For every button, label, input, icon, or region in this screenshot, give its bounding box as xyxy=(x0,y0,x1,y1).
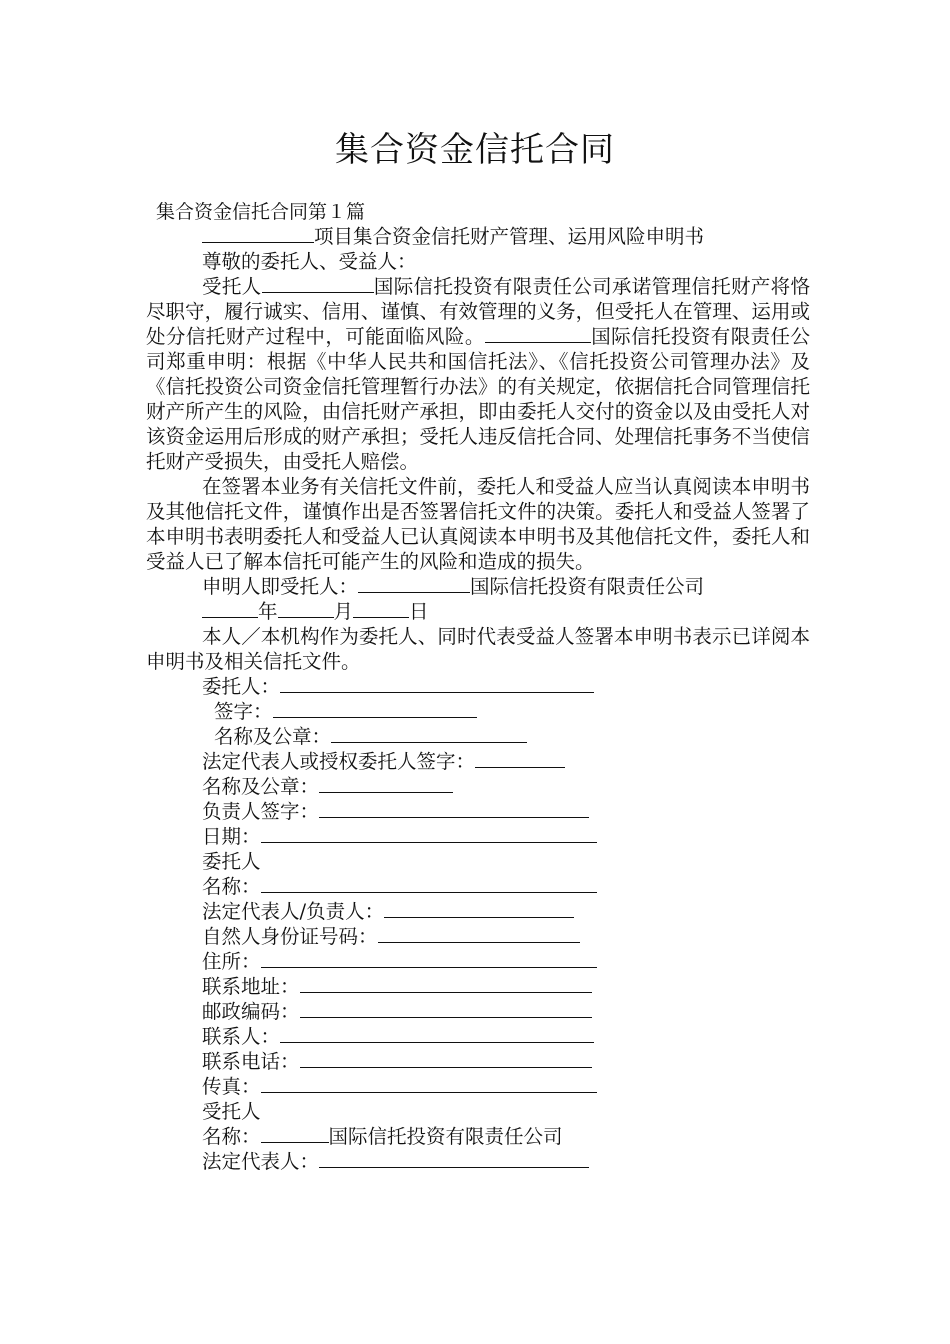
blank-line xyxy=(353,600,409,618)
trustor-id-no: 自然人身份证号码： xyxy=(146,924,810,949)
blank-line xyxy=(300,1050,592,1068)
blank-line xyxy=(261,950,597,968)
paragraph-3: 本人／本机构作为委托人、同时代表受益人签署本申明书表示已详阅本申明书及相关信托文件。 xyxy=(146,625,810,673)
blank-line xyxy=(384,900,574,918)
signature-legal-rep: 法定代表人或授权委托人签字： xyxy=(146,749,810,774)
trustee-legal-rep: 法定代表人： xyxy=(146,1149,810,1174)
paragraph-2: 在签署本业务有关信托文件前，委托人和受益人应当认真阅读本申明书及其他信托文件，谨慎作出是否签署信托文件的决策。委托人和受益人签署了本申明书表明委托人和受益人已认真阅读本申明书及其他信托文件，委托人和受益人已了解本信托可能产生的风险和造成的损失。 xyxy=(146,475,810,573)
trustor-postcode: 邮政编码： xyxy=(146,999,810,1024)
document-body xyxy=(146,224,810,1174)
blank-line xyxy=(378,925,580,943)
declarant-line: 申明人即受托人： 国际信托投资有限责任公司 xyxy=(202,575,705,598)
trustor-name: 名称： xyxy=(146,874,810,899)
blank-line xyxy=(278,600,334,618)
section-heading: 集合资金信托合同第１篇 xyxy=(156,201,366,223)
date-line: 年 月 日 xyxy=(146,599,810,624)
blank-line xyxy=(475,750,565,768)
blank-line xyxy=(300,1000,592,1018)
statement-title: 项目集合资金信托财产管理、运用风险申明书 xyxy=(146,224,810,249)
blank-line xyxy=(261,875,597,893)
signature-name-seal: 名称及公章： xyxy=(146,724,810,749)
blank-line xyxy=(280,675,594,693)
signature-sign: 签字： xyxy=(146,699,810,724)
trustor-phone: 联系电话： xyxy=(146,1049,810,1074)
blank-line xyxy=(319,800,589,818)
blank-line xyxy=(579,325,591,343)
signature-person-in-charge: 负责人签字： xyxy=(146,799,810,824)
trustor-residence: 住所： xyxy=(146,949,810,974)
blank-line xyxy=(261,1075,597,1093)
signature-name-seal-2: 名称及公章： xyxy=(146,774,810,799)
trustor-contact: 联系人： xyxy=(146,1024,810,1049)
blank-line xyxy=(202,225,314,243)
blank-line xyxy=(319,1150,589,1168)
paragraph-1: 受托人 国际信托投资有限责任公司承诺管理信托财产将恪尽职守，履行诚实、信用、谨慎、有效管理的义务，但受托人在管理、运用或处分信托财产过程中，可能面临风险。 国际信托投资有限责任公司郑重申明：根据《中华人民共和国信托法》、《信托投资公司管理办法》及《信托投资公司资金信托管理暂行办法》的有关规定，依据信托合同管理信托财产所产生的风险，由信托财产承担，即由委托人交付的资金以及由受托人对该资金运用后形成的财产承担；受托人违反信托合同、处理信托事务不当使信托财产受损失，由受托人赔偿。 xyxy=(146,275,810,473)
signature-trustor: 委托人： xyxy=(146,674,810,699)
blank-line xyxy=(319,775,453,793)
blank-line xyxy=(485,325,579,343)
blank-line xyxy=(358,575,470,593)
blank-line xyxy=(331,725,527,743)
trustor-legal-rep: 法定代表人/负责人： xyxy=(146,899,810,924)
blank-line xyxy=(262,275,374,293)
trustor-address: 联系地址： xyxy=(146,974,810,999)
trustor-heading: 委托人 xyxy=(202,850,261,873)
blank-line xyxy=(280,1025,594,1043)
blank-line xyxy=(261,825,597,843)
trustee-heading: 受托人 xyxy=(202,1100,261,1123)
greeting: 尊敬的委托人、受益人： xyxy=(202,250,417,273)
blank-line xyxy=(261,1125,329,1143)
signature-date: 日期： xyxy=(146,824,810,849)
blank-line xyxy=(202,600,258,618)
trustee-name: 名称： 国际信托投资有限责任公司 xyxy=(202,1125,563,1148)
trustor-fax: 传真： xyxy=(146,1074,810,1099)
blank-line xyxy=(273,700,477,718)
document-title: 集合资金信托合同 xyxy=(335,130,615,170)
blank-line xyxy=(300,975,592,993)
